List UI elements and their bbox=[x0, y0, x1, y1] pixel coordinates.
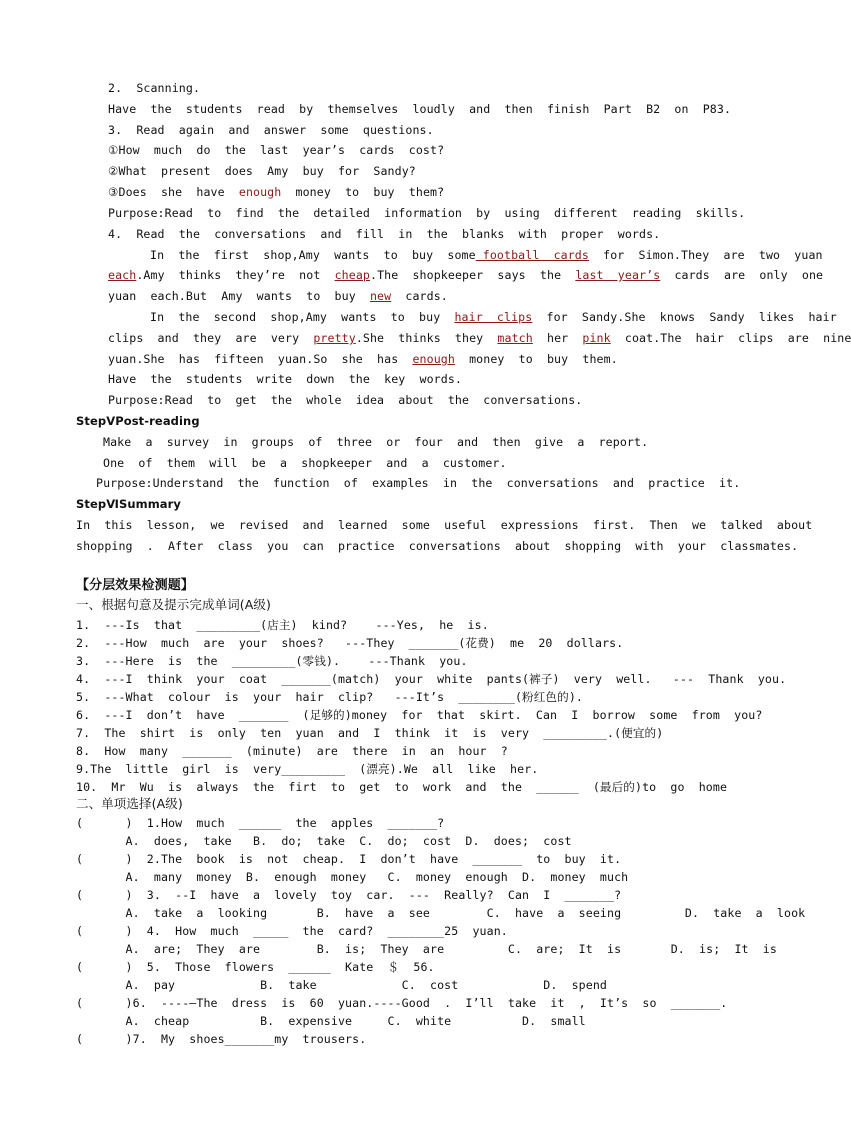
list-item: 1. ---Is that _________(店主) kind? ---Yes, he is. bbox=[76, 618, 489, 632]
question-row: ( ) 2.The book is not cheap. I don’t have _______ to buy it. bbox=[76, 852, 622, 866]
question-3: ③Does she have enough money to buy them? bbox=[108, 185, 445, 199]
passage-2-line-3: yuan.She has fifteen yuan.So she has enough money to buy them. bbox=[108, 352, 618, 366]
step-read-again: 3. Read again and answer some questions. bbox=[108, 123, 434, 137]
step-5-line-2: One of them will be a shopkeeper and a customer. bbox=[103, 456, 507, 470]
list-item: 2. ---How much are your shoes? ---They _______(花费) me 20 dollars. bbox=[76, 636, 624, 650]
step-scanning: 2. Scanning. bbox=[108, 81, 201, 95]
summary-line-2: shopping . After class you can practice conversations about shopping with your classmates. bbox=[76, 539, 799, 553]
passage-1-line-1: In the first shop,Amy wants to buy some football cards for Simon.They are two yuan bbox=[150, 248, 823, 262]
options-row: A. cheap B. expensive C. white D. small bbox=[76, 1014, 586, 1028]
question-row: ( ) 5. Those flowers ______ Kate ＄ 56. bbox=[76, 960, 435, 974]
list-item: 3. ---Here is the _________(零钱). ---Thank you. bbox=[76, 654, 468, 668]
step-fill-blanks: 4. Read the conversations and fill in the blanks with proper words. bbox=[108, 227, 661, 241]
part-1-title: 一、根据句意及提示完成单词(A级) bbox=[76, 597, 272, 612]
question-row: ( )7. My shoes_______my trousers. bbox=[76, 1032, 367, 1046]
list-item: 6. ---I don’t have _______ (足够的)money for that skirt. Can I borrow some from you? bbox=[76, 708, 763, 722]
purpose-line-2: Purpose:Read to get the whole idea about the conversations. bbox=[108, 393, 583, 407]
instruction-line: Have the students read by themselves loudly and then finish Part B2 on P83. bbox=[108, 102, 732, 116]
question-1: ①How much do the last year’s cards cost? bbox=[108, 143, 445, 157]
key-words-line: Have the students write down the key words. bbox=[108, 372, 463, 386]
passage-2-line-2: clips and they are very pretty.She thinks they match her pink coat.The hair clips are nine bbox=[108, 331, 851, 345]
step-5-purpose: Purpose:Understand the function of examples in the conversations and practice it. bbox=[96, 476, 741, 490]
list-item: 7. The shirt is only ten yuan and I think it is very _________.(便宜的) bbox=[76, 726, 664, 740]
passage-1-line-2: each.Amy thinks they’re not cheap.The shopkeeper says the last year’s cards are only one bbox=[108, 268, 824, 282]
options-row: A. are; They are B. is; They are C. are; It is D. is; It is bbox=[76, 942, 777, 956]
part-2-title: 二、单项选择(A级) bbox=[76, 796, 183, 811]
options-row: A. does, take B. do; take C. do; cost D. does; cost bbox=[76, 834, 572, 848]
step-6-title: StepⅥSummary bbox=[76, 497, 182, 511]
options-row: A. pay B. take C. cost D. spend bbox=[76, 978, 608, 992]
test-heading: 【分层效果检测题】 bbox=[76, 578, 194, 593]
purpose-line: Purpose:Read to find the detailed information by using different reading skills. bbox=[108, 206, 746, 220]
step-5-title: StepⅤPost-reading bbox=[76, 414, 200, 428]
passage-1-line-3: yuan each.But Amy wants to buy new cards. bbox=[108, 289, 448, 303]
options-row: A. many money B. enough money C. money enough D. money much bbox=[76, 870, 629, 884]
question-row: ( ) 3. --I have a lovely toy car. --- Really? Can I _______? bbox=[76, 888, 622, 902]
question-row: ( ) 4. How much _____ the card? ________25 yuan. bbox=[76, 924, 508, 938]
step-5-line-1: Make a survey in groups of three or four and then give a report. bbox=[103, 435, 649, 449]
options-row: A. take a looking B. have a see C. have a seeing D. take a look bbox=[76, 906, 806, 920]
passage-2-line-1: In the second shop,Amy wants to buy hair clips for Sandy.She knows Sandy likes hair bbox=[150, 310, 837, 324]
summary-line-1: In this lesson, we revised and learned some useful expressions first. Then we talked about bbox=[76, 518, 813, 532]
list-item: 4. ---I think your coat _______(match) your white pants(裤子) very well. --- Thank you. bbox=[76, 672, 787, 686]
list-item: 10. Mr Wu is always the firt to get to work and the ______ (最后的)to go home bbox=[76, 780, 728, 794]
list-item: 9.The little girl is very_________ (漂亮).We all like her. bbox=[76, 762, 539, 776]
list-item: 8. How many _______ (minute) are there in an hour ? bbox=[76, 744, 508, 758]
question-2: ②What present does Amy buy for Sandy? bbox=[108, 164, 416, 178]
question-row: ( )6. ----–The dress is 60 yuan.----Good . I’ll take it , It’s so _______. bbox=[76, 996, 728, 1010]
question-row: ( ) 1.How much ______ the apples _______? bbox=[76, 816, 445, 830]
list-item: 5. ---What colour is your hair clip? ---It’s ________(粉红色的). bbox=[76, 690, 583, 704]
